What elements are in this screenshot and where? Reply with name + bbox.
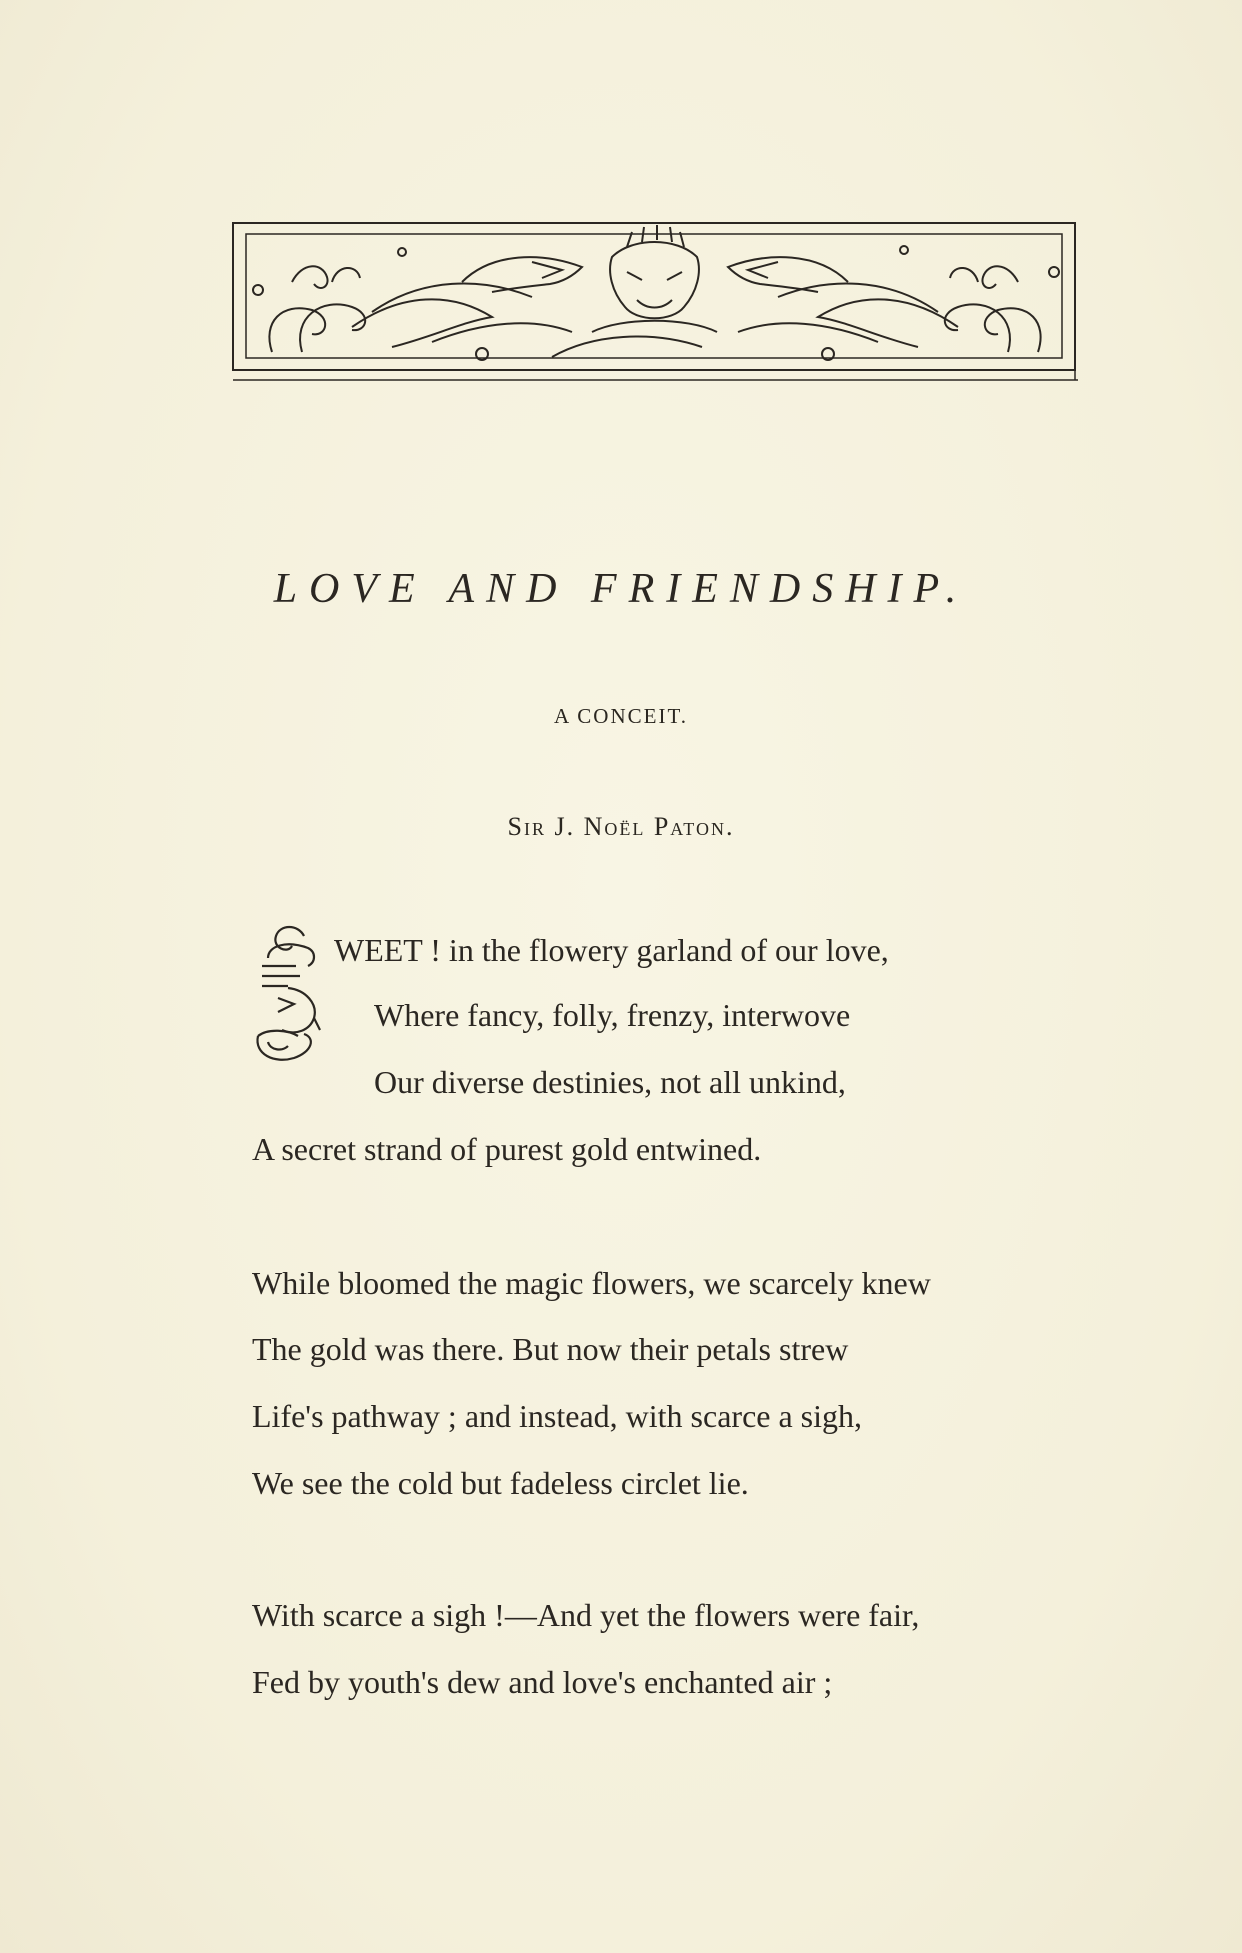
poem-title: LOVE AND FRIENDSHIP. bbox=[273, 566, 969, 612]
verse-line: We see the cold but fadeless circlet lie. bbox=[252, 1465, 749, 1501]
verse-line: With scarce a sigh !—And yet the flowers were fair, bbox=[252, 1597, 920, 1633]
verse-line: Our diverse destinies, not all unkind, bbox=[374, 1064, 846, 1100]
verse-line: Where fancy, folly, frenzy, interwove bbox=[374, 997, 851, 1033]
verse-line: WEET ! in the flowery garland of our love, bbox=[334, 932, 889, 968]
verse-line: Life's pathway ; and instead, with scarce a sigh, bbox=[252, 1398, 863, 1434]
verse-line: While bloomed the magic flowers, we scarcely knew bbox=[252, 1265, 931, 1301]
verse-line: The gold was there. But now their petals strew bbox=[252, 1331, 849, 1367]
drop-cap-ornament bbox=[248, 918, 334, 1076]
poem-author: Sir J. Noël Paton. bbox=[507, 812, 735, 841]
verse-line: Fed by youth's dew and love's enchanted air ; bbox=[252, 1664, 833, 1700]
verse-line: A secret strand of purest gold entwined. bbox=[252, 1131, 762, 1167]
poem-subtitle: A CONCEIT. bbox=[554, 704, 688, 728]
ornamental-headpiece bbox=[232, 222, 1078, 384]
